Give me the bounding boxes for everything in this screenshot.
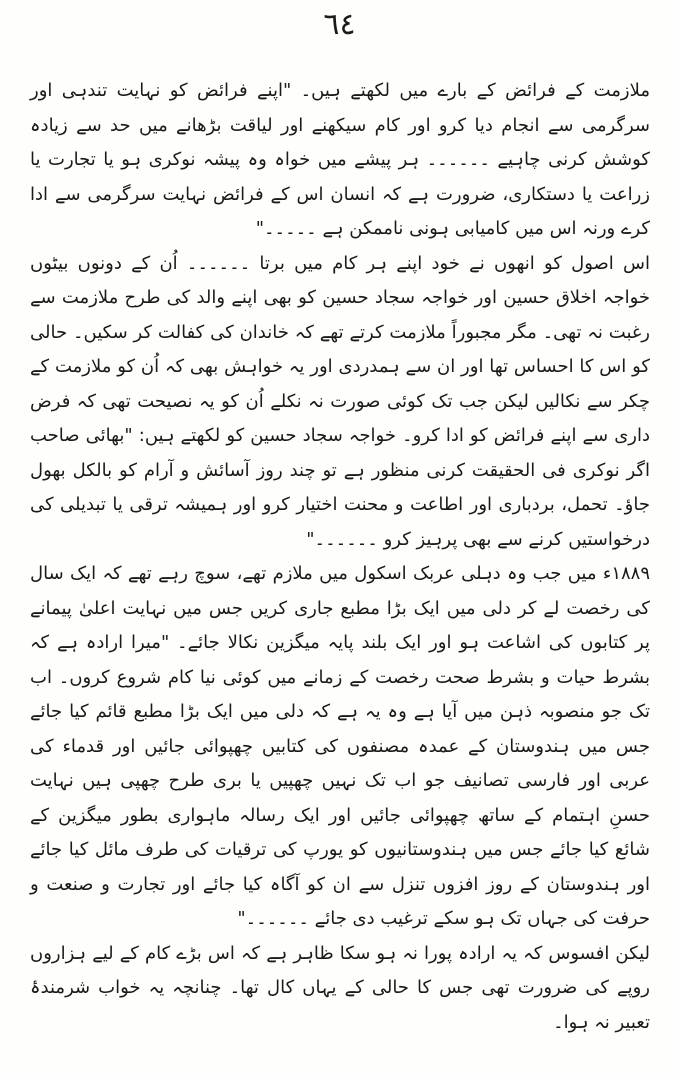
page-number: ٦٤ bbox=[323, 7, 356, 42]
page-body bbox=[30, 74, 650, 1040]
paragraph-press-plan: ۱۸۸۹ء میں جب وہ دہلی عربک اسکول میں ملازم تھے، سوچ رہے تھے کہ ایک سال کی رخصت لے کر دلی میں ایک بڑا مطبع جاری کریں جس میں نہایت اعلیٰ پیمانے پر کتابوں کی اشاعت ہو اور ایک بلند پایہ میگزین نکالا جائے۔ "میرا ارادہ ہے کہ بشرط حیات و بشرط صحت رخصت کے زمانے میں کوئی نیا کام شروع کروں۔ اب تک جو منصوبہ ذہن میں آیا ہے وہ یہ ہے کہ دلی میں ایک بڑا مطبع قائم کیا جائے جس میں ہندوستان کے عمدہ مصنفوں کی کتابیں چھپوائی جائیں اور قدماء کی عربی اور فارسی تصانیف جو اب تک نہیں چھپیں یا بری طرح چھپی ہیں نہایت حسنِ اہتمام کے ساتھ چھپوائی جائیں اور ایک رسالہ ماہواری بطور میگزین کے شائع کیا جائے جس میں ہندوستانیوں کو یورپ کی ترقیات کی طرف مائل کیا جائے اور ہندوستان کے روز افزوں تنزل سے ان کو آگاہ کیا جائے اور تجارت و صنعت و حرفت کی جہاں تک ہو سکے ترغیب دی جائے ۔۔۔۔۔۔" bbox=[30, 563, 650, 929]
paragraph-duties-quote: ملازمت کے فرائض کے بارے میں لکھتے ہیں۔ "اپنے فرائض کو نہایت تندہی اور سرگرمی سے انجام دیا کرو اور کام سیکھنے اور لیاقت بڑھانے میں حد سے زیادہ کوشش کرنی چاہیے ۔۔۔۔۔۔ ہر پیشے میں خواہ وہ پیشہ نوکری ہو یا تجارت یا زراعت یا دستکاری، ضرورت ہے کہ انسان اس کے فرائض نہایت سرگرمی سے ادا کرے ورنہ اس میں کامیابی ہونی ناممکن ہے ۔۔۔۔۔" bbox=[30, 80, 650, 239]
paragraph-unfulfilled: لیکن افسوس کہ یہ ارادہ پورا نہ ہو سکا ظاہر ہے کہ اس بڑے کام کے لیے ہزاروں روپے کی ضرورت تھی جس کا حالی کے یہاں کال تھا۔ چنانچہ یہ خواب شرمندۂ تعبیر نہ ہوا۔ bbox=[30, 942, 650, 1033]
paragraph-sons-service: اس اصول کو انھوں نے خود اپنے ہر کام میں برتا ۔۔۔۔۔۔ اُن کے دونوں بیٹوں خواجہ اخلاق حسین اور خواجہ سجاد حسین کو بھی اپنے والد کی طرح ملازمت سے رغبت نہ تھی۔ مگر مجبوراً ملازمت کرتے تھے کہ خاندان کی کفالت کر سکیں۔ حالی کو اس کا احساس تھا اور ان سے ہمدردی اور یہ خواہش بھی کہ اُن کو ملازمت کے چکر سے نکالیں لیکن جب تک کوئی صورت نہ نکلے اُن کو یہ نصیحت تھی کہ فرض داری سے اپنے فرائض کو ادا کرو۔ خواجہ سجاد حسین کو لکھتے ہیں: "بھائی صاحب اگر نوکری فی الحقیقت کرنی منظور ہے تو چند روز آسائش و آرام کو بالکل بھول جاؤ۔ تحمل، بردباری اور اطاعت و محنت اختیار کرو اور ہمیشہ ترقی یا تبدیلی کی درخواستیں کرنے سے بھی پرہیز کرو ۔۔۔۔۔۔" bbox=[30, 252, 650, 550]
